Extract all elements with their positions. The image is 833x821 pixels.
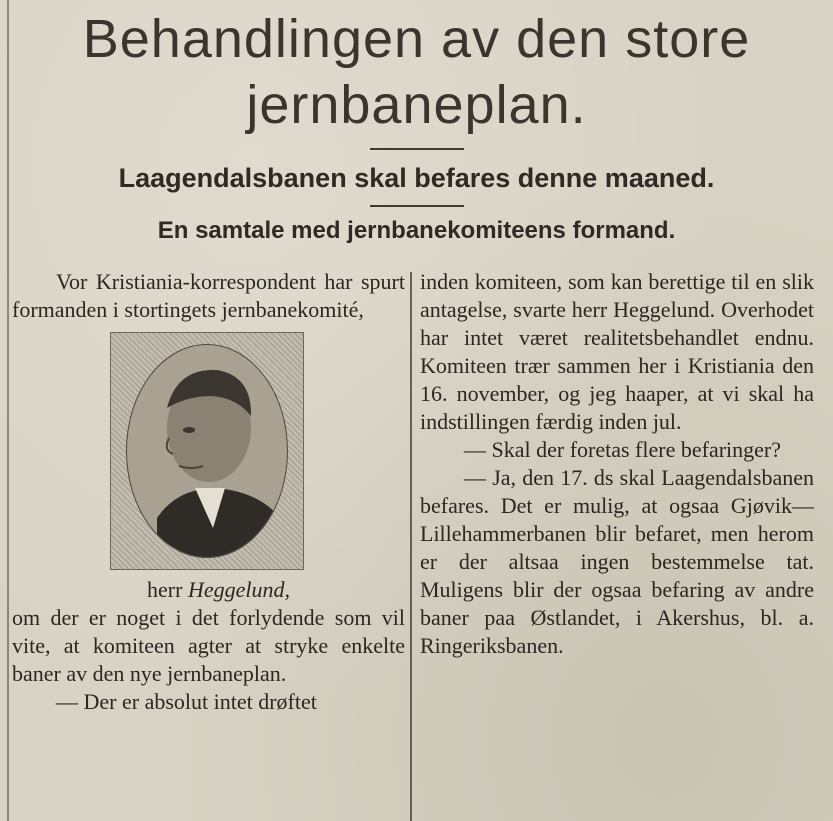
caption-prefix: herr — [147, 577, 183, 602]
answer-continuation: inden komiteen, som kan berettige til en slik antagelse, svarte herr Heggelund. Overhodet har intet været realitetsbehandlet endnu. Komiteen træ​r sammen her i Kristiania den 16. november, og jeg haaper, at vi skal ha indstillingen færdig inden jul. — [420, 269, 814, 434]
headline-rule — [370, 148, 464, 150]
left-column — [12, 268, 405, 716]
portrait-image — [117, 338, 297, 564]
column-divider — [410, 272, 412, 821]
portrait-photo — [110, 332, 304, 570]
intro-paragraph: Vor Kristiania-korrespondent har spurt formanden i stortingets jernbanekomité, — [12, 269, 405, 322]
headline-line-2: jernbaneplan. — [246, 75, 587, 135]
answer-start: — Der er absolut intet drøftet — [56, 689, 317, 714]
subheadline-1: Laagendalsbanen skal befares denne maaned. — [118, 163, 715, 193]
answer-befaringer: — Ja, den 17. ds skal Laagendalsbanen befares. Det er mulig, at ogsaa Gjøvik—Lillehammerbanen blir befaret, men herom er der altsaa ingen bestemmelse tat. Muligens blir der ogsaa befaring av andre baner paa Østlandet, i Akershus, bl. a. Ringeriksbanen. — [420, 465, 814, 658]
subheadline-rule — [370, 205, 464, 207]
right-column — [420, 268, 814, 660]
question-paragraph: om der er noget i det forlydende som vil vite, at komiteen agter at stryke enkelte baner av den nye jernbaneplan. — [12, 605, 405, 686]
subheadline-2: En samtale med jernbanekomiteens formand. — [157, 217, 676, 244]
photo-caption — [12, 576, 405, 604]
caption-name: Heggelund, — [187, 577, 290, 602]
headline-line-1: Behandlingen av den store — [82, 9, 751, 69]
question-befaringer: — Skal der foretas flere befaringer? — [464, 437, 782, 462]
